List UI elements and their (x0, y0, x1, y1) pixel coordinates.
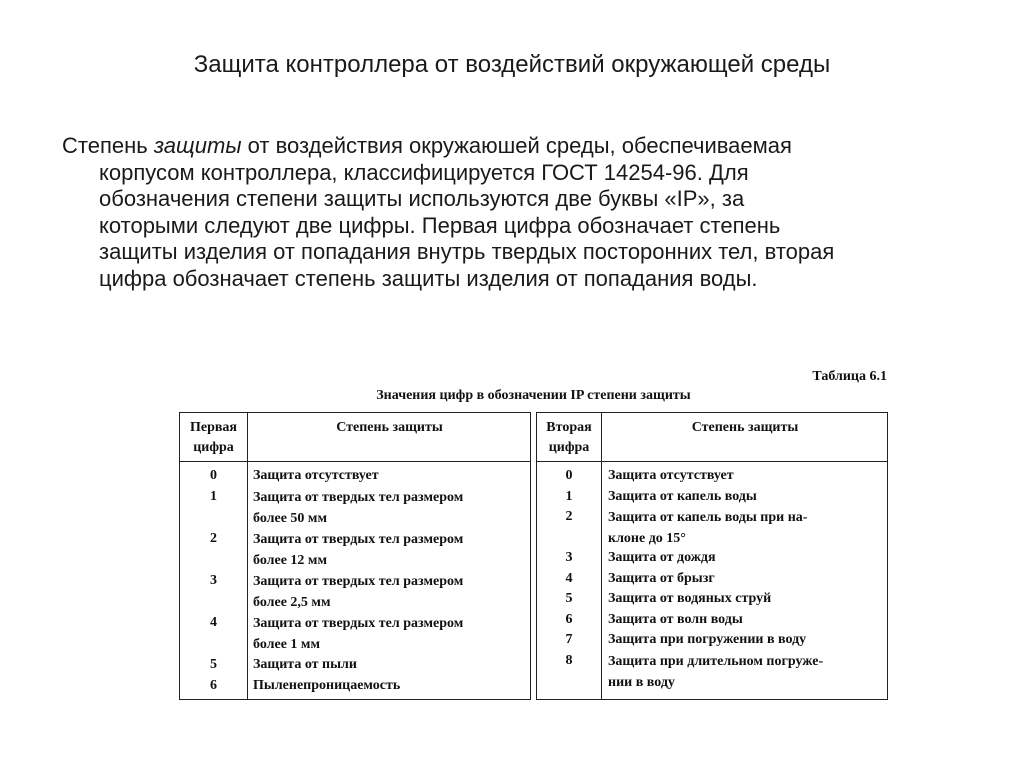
table-row (537, 610, 887, 631)
table-row (180, 613, 530, 655)
paragraph-line: цифра обозначает степень защиты изделия от попадания воды. (99, 265, 758, 291)
header-digit: Вторая цифра (546, 420, 592, 455)
digit-value: 5 (210, 657, 217, 672)
slide-title: Защита контроллера от воздействий окружающей среды (193, 51, 831, 78)
paragraph-line: защиты изделия от попадания внутрь твердых посторонних тел, вторая (99, 239, 835, 264)
digit-value: 4 (565, 570, 573, 586)
protection-description: Защита при длительном погруже- нии в воду (608, 653, 824, 690)
protection-description: Защита от водяных струй (608, 591, 772, 606)
protection-description: Защита от твердых тел размером более 50 мм (253, 490, 464, 526)
protection-description: Защита при погружении в воду (608, 632, 807, 647)
header-digit: Первая цифра (189, 420, 238, 455)
table-row (180, 529, 530, 571)
protection-description: Защита отсутствует (608, 468, 734, 483)
table-row (180, 676, 530, 697)
first-digit-table (179, 412, 531, 700)
protection-description: Защита от капель воды при на- клоне до 15° (608, 510, 808, 546)
paragraph-line: которыми следуют две цифры. Первая цифра обозначает степень (99, 212, 781, 238)
digit-value: 0 (210, 468, 217, 483)
protection-description: Защита от твердых тел размером более 1 мм (253, 616, 464, 652)
table-row (537, 651, 887, 692)
paragraph-line: обозначения степени защиты используются две буквы «IP», за (99, 186, 745, 211)
table-row (537, 569, 887, 590)
table-caption: Значения цифр в обозначении IP степени защиты (376, 388, 691, 403)
table-row (537, 487, 887, 508)
digit-value: 2 (565, 509, 573, 524)
second-digit-table (536, 412, 888, 700)
digit-value: 6 (210, 678, 217, 693)
paragraph-line: Степень защиты от воздействия окружаюшей среды, обеспечиваемая (62, 133, 792, 158)
protection-description: Защита от пыли (253, 657, 357, 672)
table-row (180, 487, 530, 529)
table-row (537, 589, 887, 610)
table-row (180, 571, 530, 613)
header-description: Степень защиты (336, 420, 443, 435)
emphasis-word: защиты (153, 133, 242, 158)
paragraph-line: корпусом контроллера, классифицируется ГОСТ 14254-96. Для (99, 159, 749, 185)
protection-description: Защита от дождя (608, 550, 716, 565)
protection-description: Пыленепроницаемость (253, 678, 401, 693)
table-row (537, 630, 887, 651)
protection-description: Защита отсутствует (253, 468, 379, 483)
digit-value: 3 (565, 550, 573, 565)
digit-value: 6 (565, 611, 573, 627)
header-description: Степень защиты (691, 420, 799, 435)
protection-description: Защита от волн воды (608, 611, 743, 627)
intro-paragraph (62, 133, 962, 292)
digit-value: 7 (565, 632, 573, 647)
table-row (180, 655, 530, 676)
protection-description: Защита от твердых тел размером более 12 мм (253, 532, 464, 568)
table-row (180, 466, 530, 487)
digit-value: 0 (565, 468, 573, 483)
digit-value: 1 (210, 489, 217, 504)
table-number: Таблица 6.1 (812, 369, 887, 384)
digit-value: 4 (210, 615, 217, 630)
table-row (537, 507, 887, 548)
digit-value: 5 (565, 591, 573, 606)
table-row (537, 548, 887, 569)
digit-value: 2 (210, 531, 217, 546)
protection-description: Защита от брызг (608, 570, 715, 586)
digit-value: 8 (565, 652, 573, 668)
digit-value: 3 (210, 573, 217, 588)
table-row (537, 466, 887, 487)
protection-description: Защита от твердых тел размером более 2,5 мм (253, 574, 464, 610)
protection-description: Защита от капель воды (608, 488, 757, 504)
digit-value: 1 (565, 488, 573, 504)
